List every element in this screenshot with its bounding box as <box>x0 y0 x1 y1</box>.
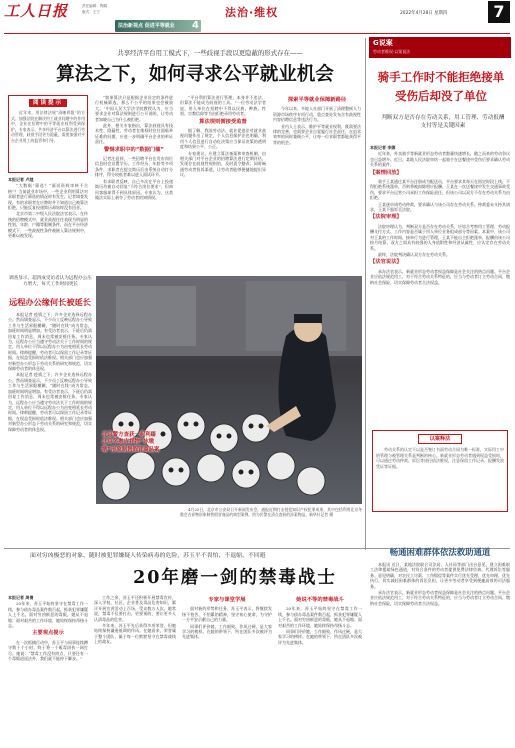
aid-channel-body <box>370 562 510 745</box>
remote-work-headline: 远程办公缘何长被延长 <box>9 297 91 307</box>
case-headline-1: 骑手工作时不能拒绝接单 <box>377 70 505 84</box>
lead-paragraph: 本报记者 卢越 <box>8 177 34 182</box>
aid-channel-paragraph: 承办法官表示，新就业形态劳动者权益保障是社会关注的热点问题。平台企业应依法规范用工，对于符合劳动关系特征的，应当与劳动者订立劳动合同，缴纳社会保险，切实保障劳动者合法权益。 <box>370 590 510 606</box>
layout-credit: 版式：王宁 <box>82 10 100 14</box>
editor-credit: 责任编辑：陶娟 <box>82 4 108 8</box>
case-explainer-box <box>372 430 508 512</box>
remote-work-body <box>8 312 92 538</box>
column-number: 4 <box>192 20 199 31</box>
lead-paragraph: “如果算法只是根据企业设定的条件进行机械筛选，那么不公平的结果也会被放大。”中国人民大学法学院教授认为，应当要求企业对算法规则进行公开说明，让劳动者知晓自己为什么被拒绝。 <box>95 95 173 122</box>
case-paragraph: 最终，法院判决确认双方存在劳动关系。 <box>378 251 450 257</box>
bottom-paragraph: 20年来，苏玉平始终坚守在禁毒工作一线，参与侦办毒品案件数百起，抓获犯罪嫌疑人上千名。面对穷凶极恶的毒贩，她从不退缩；面对艰苦的工作环境，她始终保持昂扬斗志。 <box>278 606 362 628</box>
case-explainer-title: 以案释法 <box>418 434 462 444</box>
reading-tips-box <box>8 95 88 173</box>
lead-paragraph: “大数据”筛选？“面试资料审核不合格”？当前就业市场中，一些企业利用算法对求职者进行筛选的情况时有发生。记者调查发现，有的求职者在应聘时并不知道自己被算法拒绝，只能反复投递简历却始终没有回音。 <box>8 183 88 211</box>
bottom-paragraph: 本报记者 周倩 <box>8 595 34 600</box>
photo-caption: 4月25日，北京市公安局召开新闻发布会，通报近期打击侵犯知识产权犯罪成果，其中包括利用北京冬奥会吉祥物形象制售假冒商品的典型案例。图为民警在清点查获的涉案物品。新华社记者 摄 <box>180 507 362 518</box>
news-photo <box>96 276 362 504</box>
lead-paragraph: 记者注意到，一些招聘平台在发布岗位信息时会设置学历、工作经历、年龄等多项条件，求职者在提交简历后由系统自动打分排序，得分较低者难以进入面试环节。 <box>95 156 173 178</box>
lead-paragraph: 业内人士表示，维护平等就业权利，既需要法律的完善，也需要企业自觉履行社会责任，在追求效率的同时兼顾公平，让每一位求职者都能获得平等的机会。 <box>273 123 361 145</box>
reading-tips-body: 近年来，用法律法规“清晰界限”的方式、加强法院在解决用工就业问题中的作用中，企业在招聘中的平等就业权利受到保护。专家表示，共享经济平台以算法进行劳动管理，歧视手段更为隐蔽，需要加强对平台企业用工的监管和引导。 <box>11 110 85 143</box>
case-subhead: 【法院审理】 <box>370 214 402 221</box>
case-paragraph: 法院审理认为，判断双方是否存在劳动关系，应综合考察用工管理、劳动报酬支付方式、工作内容是否属于用人单位业务组成部分等因素。本案中，该公司对王某的工作时间、接单行为进行管理，王某不能自主拒绝派单，报酬由该公司按月结算，双方之间具有较强的人身依附性和经济从属性，应认定存在劳动关系。 <box>370 223 510 251</box>
column-divider <box>365 38 366 550</box>
lead-headline: 算法之下，如何寻求公平就业机会 <box>56 64 334 85</box>
lead-paragraph: 此外，相关专家指出，算法歧视具有技术性、隐蔽性，劳动者在维权时往往面临举证难的问题，应进一步明确平台企业的举证责任。 <box>95 123 173 145</box>
column-slogan: 法治新视点 促进平等就业 <box>118 23 175 29</box>
remote-work-paragraph: 本报记者 疫情之下，许多企业选择远程办公。然而调查显示，不少员工反映远程办公导致工作与生活界限模糊，“随时在线”成为常态，加班时间明显增加。有受访者表示，下班后仍需回复工作消息，周末也常被安排任务。专家认为，远程办公应当遵守劳动法关于工作时间的规定，用人单位不得以远程办公为由变相延长劳动时间。律师提醒，劳动者可以保留工作记录等证据，在权益受损时依法维权。相关部门也应加强对新型办公形态下劳动关系的研究和规范，切实保障劳动者的休息权。 <box>8 372 92 432</box>
case-paragraph: 承办法官表示，新就业形态劳动者权益保障是社会关注的热点问题。平台企业应依法规范用工，对于符合劳动关系特征的，应当与劳动者订立劳动合同，缴纳社会保险，切实保障劳动者合法权益。 <box>370 268 510 285</box>
lead-paragraph: 北京市第二中级人民法院法官表示，在传统的招聘模式中，就业歧视往往表现为明显的性别、年龄、户籍等限制条件，而在平台经济模式下，一些歧视性条件被嵌入算法规则中，更难以被发现。 <box>8 211 88 239</box>
news-photo-illustration <box>96 276 362 504</box>
case-subhead: 【法官说法】 <box>370 259 402 266</box>
lead-column-2 <box>95 95 173 273</box>
case-deck: 判断双方是否存在劳动关系，用工管理、劳动报酬支付等是关键因素 <box>381 115 505 129</box>
issue-date: 2022年4月28日 星期四 <box>400 11 448 16</box>
photo-caption-title: 北京警方查获一起利用北京冬奥吉祥物“冰墩墩”形象制售假冒商品案 <box>102 432 160 453</box>
lead-subhead: 算法规则需接受监督 <box>199 118 247 125</box>
reading-tips-title: 阅读提示 <box>29 99 67 107</box>
bottom-paragraph: 同事们评价她，工作细致、作风过硬，是大家学习的榜样。在她的带领下，所在团队多次被评为先进集体。 <box>182 623 272 640</box>
bottom-kicker: 面对穷凶极恶的对象、随时被犯罪嫌疑人传染病毒的危险，苏玉平不畏怕、不退缩、不回避 <box>30 553 266 559</box>
bottom-paragraph: 同事们评价她，工作细致、作风过硬，是大家学习的榜样。在她的带领下，所在团队多次被评为先进集体。 <box>278 629 362 645</box>
masthead <box>0 0 515 32</box>
case-tag: G说案 <box>373 39 393 47</box>
lead-paragraph: 据了解，我国劳动法、就业促进法对就业歧视问题作出了规定，个人信息保护法也明确，利用个人信息进行自动化决策应当保证决策的透明度和结果公平、公正。 <box>180 128 266 150</box>
lead-column-4 <box>273 95 361 273</box>
remote-work-kicker: 调查显示，超四成受访者认为远程办公压力增大，每天工作时间更长 <box>9 276 92 287</box>
masthead-rule <box>4 33 510 34</box>
bottom-column-1 <box>8 595 88 745</box>
case-explainer-body: 劳动关系的认定不以是否签订书面劳动合同为唯一标准，实际用工中的管理与被管理关系是判断的核心。新就业形态劳动者遇到权益受损时，可以通过劳动仲裁、诉讼等途径依法维权，注意保留工作记录、报酬发放凭证等证据。 <box>376 447 504 469</box>
lead-paragraph: 专家建议，应建立算法备案和审查机制，由相关部门对平台企业的招聘算法进行定期评估，发现存在歧视性规则的，及时责令整改；同时畅通劳动者投诉渠道，让劳动者能够便捷地提出异议。 <box>180 150 266 178</box>
page-number: 7 <box>488 1 510 23</box>
case-subhead: 【案情回放】 <box>370 169 402 176</box>
case-paragraph: 本报记者 李娜 <box>370 145 396 150</box>
bottom-subhead: 她说不等的禁毒战斗 <box>296 597 344 603</box>
remote-work-paragraph: 本报记者 疫情之下，许多企业选择远程办公。然而调查显示，不少员工反映远程办公导致工作与生活界限模糊，“随时在线”成为常态，加班时间明显增加。有受访者表示，下班后仍需回复工作消息，周末也常被安排任务。专家认为，远程办公应当遵守劳动法关于工作时间的规定，用人单位不得以远程办公为由变相延长劳动时间。律师提醒，劳动者可以保留工作记录等证据，在权益受损时依法维权。相关部门也应加强对新型办公形态下劳动关系的研究和规范，切实保障劳动者的休息权。 <box>8 312 92 372</box>
photo-caption-title-box <box>100 430 162 456</box>
lead-paragraph: “平台利用算法进行管理，本身并不违法，但算法不能成为歧视的工具。”一位劳动法学者说，用人单位在招聘中不得以民族、种族、性别、宗教信仰等为由拒绝录用劳动者。 <box>180 95 266 117</box>
case-headline-2: 受伤后却没了单位 <box>395 89 487 103</box>
lead-kicker: 共享经济平台用工模式下，一些歧视手段以更隐蔽的形式存在—— <box>117 49 303 57</box>
section-title: 法治·维权 <box>225 6 279 19</box>
case-paragraph: 王某遂申请劳动仲裁，要求确认与该公司存在劳动关系。仲裁委未支持其请求，王某不服诉至法院。 <box>370 201 510 213</box>
case-body <box>370 145 510 427</box>
case-paragraph: 骑手王某通过某平台注册成为配送员，平台要求其每天在固定时段上线，不得拒绝系统派单，否则将被扣除相应报酬。王某在一次送餐途中发生交通事故受伤，要求平台运营公司承担工伤保险责任，但该公司以双方不存在劳动关系为由拒绝。 <box>370 179 510 201</box>
lead-subhead: 探索平等就业保障新路径 <box>287 97 347 103</box>
bottom-paragraph: 20年来，苏玉平始终坚守在禁毒工作一线，参与侦办毒品案件数百起，抓获犯罪嫌疑人上千名。面对穷凶极恶的毒贩，她从不退缩；面对艰苦的工作环境，她始终保持昂扬斗志。 <box>8 601 88 629</box>
newspaper-logo: 工人日报 <box>4 2 69 20</box>
bottom-subhead: 专家与课堂学展 <box>208 597 246 603</box>
bottom-paragraph: 面对新的形势和任务，苏玉平表示，将继续发扬不怕苦、不怕累的精神，坚守初心使命，为守护一方平安贡献自己的力量。 <box>182 606 272 623</box>
case-tag-subtitle: 劳动者维权·以案说法 <box>373 49 411 54</box>
lead-paragraph: 今年以来，多地人社部门开展了清理整顿人力资源市场秩序专项行动，重点查处发布含有歧视性内容招聘信息等违法行为。 <box>273 106 361 123</box>
column-slogan-bar <box>115 20 201 32</box>
lead-subhead: 警惕求职中的“数据门槛” <box>104 146 164 153</box>
bottom-column-3 <box>182 595 272 745</box>
bottom-column-2 <box>94 595 176 745</box>
bottom-subhead: 主要观点提示 <box>32 630 64 637</box>
lead-paragraph: 有求职者反映，自己多次在平台上投递简历均被自动回复“不符合岗位要求”，但询问客服却得不到具体原因。专家认为，这类做法实际上剥夺了劳动者的知情权。 <box>95 178 173 200</box>
case-paragraph: 近年来，外卖骑手等新就业形态劳动者数量快速增长，随之而来的劳动争议也日益增多。近日，某地人民法院审结一起骑手在送餐途中受伤后要求确认劳动关系的案件。 <box>370 151 510 168</box>
bottom-paragraph: 工作之余，苏玉平还积极开展禁毒宣传，深入学校、社区、企业普及毒品危害知识，累计开展宣讲活动上百场，受众数万人次。她常说，禁毒不仅要打击，更要预防，要让更多人认清毒品的危害。 <box>94 595 176 622</box>
case-tag-panel <box>369 37 511 58</box>
lead-column-1 <box>8 177 88 273</box>
bottom-headline: 20年磨一剑的禁毒战士 <box>133 568 337 588</box>
bottom-paragraph: 多年来，苏玉平先后获得多项荣誉，但她始终保持谦逊低调的作风。在她看来，荣誉属于整个团队，属于每一位默默坚守在禁毒战线上的战友。 <box>94 623 176 645</box>
lead-column-3 <box>180 95 266 273</box>
bottom-column-4 <box>278 595 362 745</box>
bottom-paragraph: 在一次抓捕行动中，苏玉平与同事连续蹲守数十个小时，终于将一个贩毒团伙一网打尽。她说：“禁毒工作没有终点，只要还有一个毒贩逍遥法外，我们就不能停下脚步。” <box>8 639 88 662</box>
aid-channel-headline: 畅通困难群体依法救助通道 <box>389 547 491 557</box>
aid-channel-paragraph: 本报讯 近日，某地法院联合司法局、人社局等部门出台意见，建立困难职工法律援助绿色通道，对符合条件的劳动者提供免费法律咨询、代理诉讼等服务。意见明确，对农民工讨薪、工伤赔偿等案件实行优先受理、优先审理、优先执行，切实减轻困难群体的诉讼负担，让更多劳动者享受到便捷高效的司法服务。 <box>370 562 510 589</box>
